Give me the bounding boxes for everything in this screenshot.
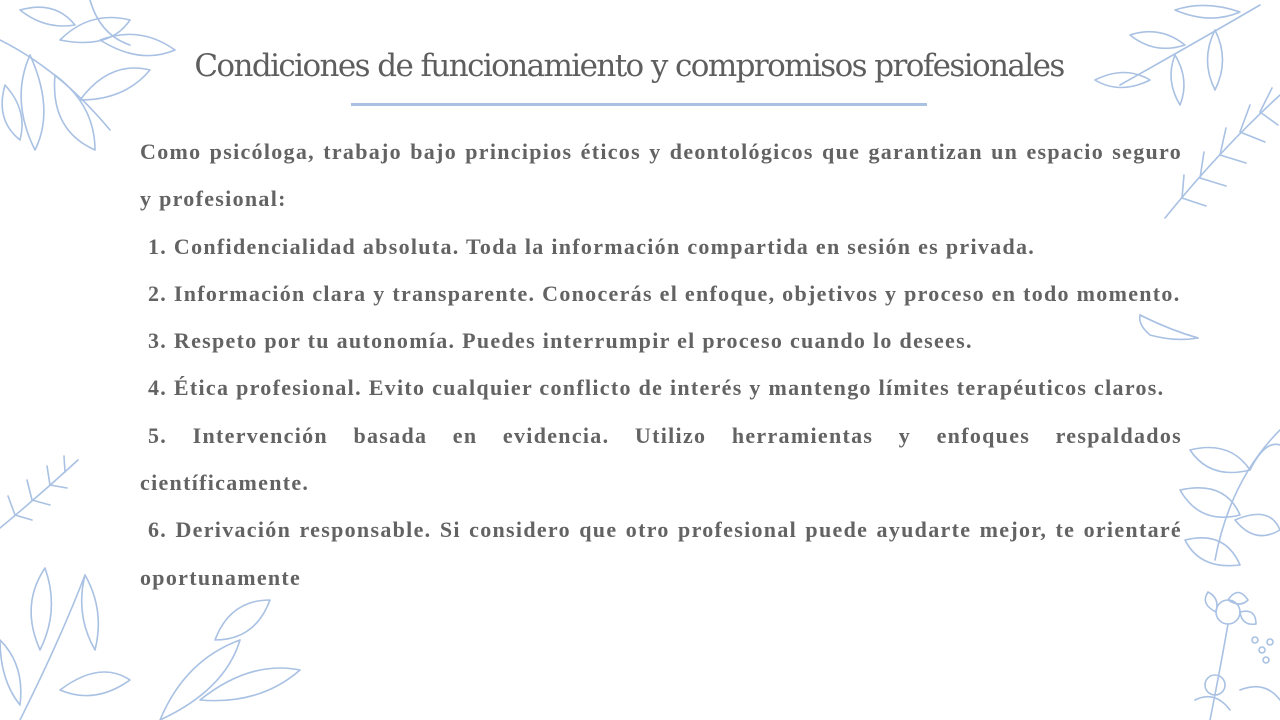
list-item: 6. Derivación responsable. Si considero que otro profesional puede ayudarte mejor, te orientaré oportunamente (140, 517, 1182, 590)
list-item: 1. Confidencialidad absoluta. Toda la información compartida en sesión es privada. (148, 233, 1036, 259)
list-item: 3. Respeto por tu autonomía. Puedes interrumpir el proceso cuando lo desees. (148, 328, 973, 354)
content-body (140, 128, 1182, 601)
fern-icon (1165, 88, 1280, 218)
flower-icon (1195, 592, 1280, 720)
intro-paragraph: Como psicóloga, trabajo bajo principios éticos y deontológicos que garantizan un espacio seguro y profesional: (140, 139, 1182, 212)
title-underline (351, 103, 927, 106)
fern-icon (0, 456, 78, 528)
list-item: 2. Información clara y transparente. Conocerás el enfoque, objetivos y proceso en todo momento. (148, 280, 1181, 306)
page-title: Condiciones de funcionamiento y compromisos profesionales (194, 48, 1064, 84)
list-item: 5. Intervención basada en evidencia. Utilizo herramientas y enfoques respaldados científicamente. (140, 422, 1182, 496)
leaf-branch-icon (1180, 430, 1280, 566)
list-item: 4. Ética profesional. Evito cualquier conflicto de interés y mantengo límites terapéuticos claros. (148, 375, 1165, 401)
